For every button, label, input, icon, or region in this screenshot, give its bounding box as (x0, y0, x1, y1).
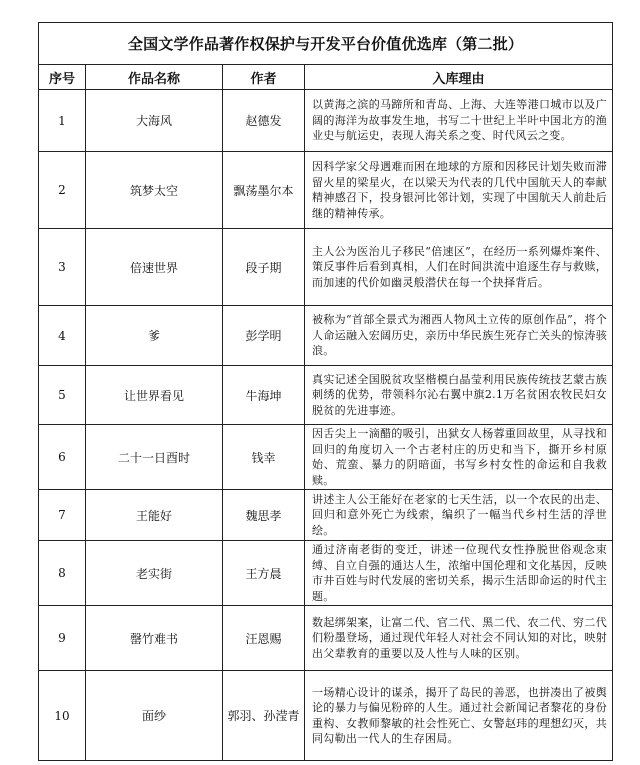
row-no: 9 (39, 606, 86, 671)
row-no: 1 (39, 90, 86, 152)
row-name: 王能好 (86, 490, 223, 541)
row-no: 8 (39, 541, 86, 606)
row-author: 汪恩赐 (223, 606, 305, 671)
row-no: 10 (39, 671, 86, 761)
table-row (39, 152, 613, 229)
row-no: 3 (39, 229, 86, 306)
row-author: 飘荡墨尔本 (223, 152, 305, 229)
row-name: 爹 (86, 306, 223, 366)
row-author: 郭羽、孙滢青 (223, 671, 305, 761)
row-no: 4 (39, 306, 86, 366)
table-row (39, 425, 613, 490)
document (38, 22, 612, 761)
row-author: 钱幸 (223, 425, 305, 490)
works-table (38, 22, 613, 761)
row-name: 筑梦太空 (86, 152, 223, 229)
row-no: 2 (39, 152, 86, 229)
row-reason: 被称为“首部全景式为湘西人物风土立传的原创作品”，将个人命运融入宏阔历史，亲历中华民族生死存亡关头的惊涛骇浪。 (305, 306, 613, 366)
table-row (39, 229, 613, 306)
table-row (39, 366, 613, 425)
row-name: 二十一日酉时 (86, 425, 223, 490)
row-name: 让世界看见 (86, 366, 223, 425)
header-reason: 入库理由 (305, 65, 613, 90)
table-row (39, 671, 613, 761)
header-name: 作品名称 (86, 65, 223, 90)
row-no: 7 (39, 490, 86, 541)
table-row (39, 490, 613, 541)
row-author: 赵德发 (223, 90, 305, 152)
row-reason: 因科学家父母遇难而困在地球的方原和因移民计划失败而滞留火星的梁星火，在以梁天为代表的几代中国航天人的奉献精神感召下，投身银河比邻计划，实现了中国航天人前赴后继的精神传承。 (305, 152, 613, 229)
row-reason: 因舌尖上一滴醋的吸引，出狱女人杨蓉重回故里，从寻找和回归的角度切入一个古老村庄的历史和当下，撕开乡村原始、荒蛮、暴力的阴暗面，书写乡村女性的命运和自我救赎。 (305, 425, 613, 490)
table-title: 全国文学作品著作权保护与开发平台价值优选库（第二批） (39, 23, 613, 65)
header-no: 序号 (39, 65, 86, 90)
row-name: 大海风 (86, 90, 223, 152)
row-reason: 真实记述全国脱贫攻坚楷模白晶莹利用民族传统技艺蒙古族刺绣的优势，带领科尔沁右翼中旗2.1万名贫困农牧民妇女脱贫的先进事迹。 (305, 366, 613, 425)
row-author: 段子期 (223, 229, 305, 306)
row-reason: 数起绑架案，让富二代、官二代、黑二代、农二代、穷二代们粉墨登场，通过现代年轻人对社会不同认知的对比，映射出父辈教育的重要以及人性与人味的区别。 (305, 606, 613, 671)
row-reason: 讲述主人公王能好在老家的七天生活，以一个农民的出走、回归和意外死亡为线索，编织了一幅当代乡村生活的浮世绘。 (305, 490, 613, 541)
row-author: 牛海坤 (223, 366, 305, 425)
header-author: 作者 (223, 65, 305, 90)
row-name: 倍速世界 (86, 229, 223, 306)
table-row (39, 306, 613, 366)
row-author: 魏思孝 (223, 490, 305, 541)
row-reason: 主人公为医治儿子移民“倍速区”，在经历一系列爆炸案件、策反事件后看到真相，人们在时间洪流中追逐生存与救赎，而加速的代价如幽灵般潜伏在每一个抉择背后。 (305, 229, 613, 306)
row-name: 老实街 (86, 541, 223, 606)
row-no: 6 (39, 425, 86, 490)
row-reason: 以黄海之滨的马蹄所和青岛、上海、大连等港口城市以及广阔的海洋为故事发生地，书写二十世纪上半叶中国北方的渔业史与航运史，表现人海关系之变、时代风云之变。 (305, 90, 613, 152)
row-author: 王方晨 (223, 541, 305, 606)
row-reason: 通过济南老街的变迁，讲述一位现代女性挣脱世俗观念束缚、自立自强的通达人生，浓缩中国伦理和文化基因，反映市井百姓与时代发展的密切关系，揭示生活即命运的时代主题。 (305, 541, 613, 606)
header-row (39, 65, 613, 90)
row-author: 彭学明 (223, 306, 305, 366)
row-name: 罄竹难书 (86, 606, 223, 671)
table-row (39, 90, 613, 152)
table-row (39, 541, 613, 606)
row-reason: 一场精心设计的谋杀，揭开了岛民的善恶，也拼凑出了被舆论的暴力与偏见粉碎的人生。通过社会新闻记者黎花的身份重构、女教师黎敏的社会性死亡、女警赵玮的理想幻灭，共同勾勒出一代人的生存困局。 (305, 671, 613, 761)
row-name: 面纱 (86, 671, 223, 761)
table-row (39, 606, 613, 671)
row-no: 5 (39, 366, 86, 425)
